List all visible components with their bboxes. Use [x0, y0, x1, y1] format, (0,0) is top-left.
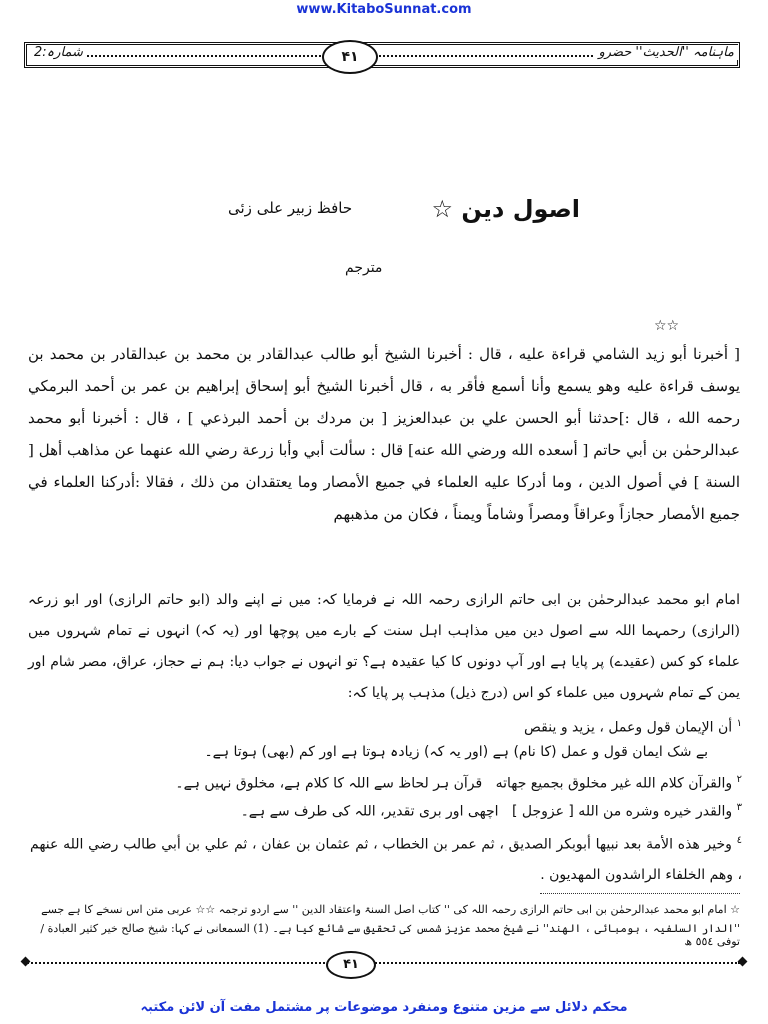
footnote-separator	[540, 893, 740, 894]
author-name: حافظ زبیر علی زئی	[228, 199, 353, 217]
list-item: $^١$ أن الإيمان قول وعمل ، يزيد و ينقص	[524, 718, 742, 736]
diamond-ornament	[21, 957, 31, 967]
page-number-header: ۴۱	[322, 40, 378, 74]
list-item-translation: بے شک ایمان قول و عمل (کا نام) ہے (اور یہ کہ) زیادہ ہوتا ہے اور کم (بھی) ہوتا ہے۔	[204, 744, 708, 760]
urdu-paragraph: امام ابو محمد عبدالرحمٰن بن ابی حاتم الرازی رحمہ اللہ نے فرمایا کہ: میں نے اپنے والد (ابو حاتم الرازی) اور ابو زرعہ (الرازی) رحمہما اللہ سے اصول دین میں مذاہب اہل سنت کے بارے میں پوچھا اور (یہ کہ) انہوں نے تمام شہروں میں علماء کو کس (عقیدے) پر پایا ہے اور آپ دونوں کا کیا عقیدہ ہے؟ تو انہوں نے جواب دیا: ہم نے حجاز، عراق، مصر شام اور یمن کے تمام شہروں میں علماء کو اس (درج ذیل) مذہب پر پایا کہ:	[28, 592, 740, 701]
footer-rule	[24, 962, 740, 964]
footnote-line: ''الدار السلفیہ ، بومبائی ، الھند'' نے شیخ محمد عزیز شمس کی تحقیق سے شائع کیا ہے۔ (1) السمعانی نے کہا: شیخ صالح خیر كثير العبادة / توفی ٥٥٤ ھ	[40, 922, 740, 948]
footnote-line: ☆ امام ابو محمد عبدالرحمٰن بن ابی حاتم الرازی رحمہ اللہ کی '' کتاب اصل السنۃ واعتقاد الدین '' سے اردو ترجمہ ☆☆ عربی متن اس نسخے کا ہے جسے	[41, 903, 740, 916]
arabic-paragraph: [ أخبرنا أبو زيد الشامي قراءة عليه ، قال : أخبرنا الشيخ أبو طالب عبدالقادر بن محمد بن عبدالقادر بن محمد بن يوسف قراءة عليه وهو يسمع وأنا أسمع فأقر به ، قال أخبرنا الشيخ أبو إسحاق إبراهيم بن عمر بن أحمد البرمكي رحمه الله ، قال :]حدثنا أبو الحسن علي بن عبدالعزيز [ بن مردك بن أحمد البرذعي ] ، قال : أخبرنا أبو محمد عبدالرحمٰن بن أبي حاتم [ أسعده الله ورضي الله عنه] قال : سألت أبي وأبا زرعة رضي الله عنهما عن مذاهب أهل [ السنة ] في أصول الدين ، وما أدركا عليه العلماء في جميع الأمصار وما يعتقدان من ذلك ، فقالا :أدركنا العلماء في جميع الأمصار حجازاً وعراقاً ومصراً وشاماً ويمناً ، فكان من مذهبهم	[28, 345, 740, 523]
site-url[interactable]: www.KitaboSunnat.com	[296, 2, 472, 17]
list-item: $^٤$ وخير هذه الأمة بعد نبيها أبوبكر الصديق ، ثم عمر بن الخطاب ، ثم عثمان بن عفان ، ثم علي بن أبي طالب رضي الله عنهم ، وهم الخلفاء الراشدون المهديون .	[30, 835, 742, 883]
translator-label: مترجم	[345, 260, 383, 276]
page-number-footer: ۴۱	[326, 951, 376, 979]
list-item: $^٣$ والقدر خيره وشره من الله [ عزوجل ] اچھی اور بری تقدیر، اللہ کی طرف سے ہے۔	[240, 802, 742, 820]
diamond-ornament	[738, 957, 748, 967]
article-title: اصول دين ☆	[431, 195, 580, 223]
journal-name: ماہنامہ ''الحدیث'' حضرو	[595, 45, 739, 60]
list-item: $^٢$ والقرآن كلام الله غير مخلوق بجميع جهاته قرآن ہر لحاظ سے اللہ کا کلام ہے، مخلوق نہیں ہے۔	[175, 774, 742, 792]
promo-link[interactable]: محکم دلائل سے مزین متنوع ومنفرد موضوعات پر مشتمل مفت آن لائن مکتبہ	[140, 1000, 628, 1015]
issue-number: شمارہ:2	[30, 45, 87, 60]
stars-marker: ☆☆	[654, 318, 680, 334]
